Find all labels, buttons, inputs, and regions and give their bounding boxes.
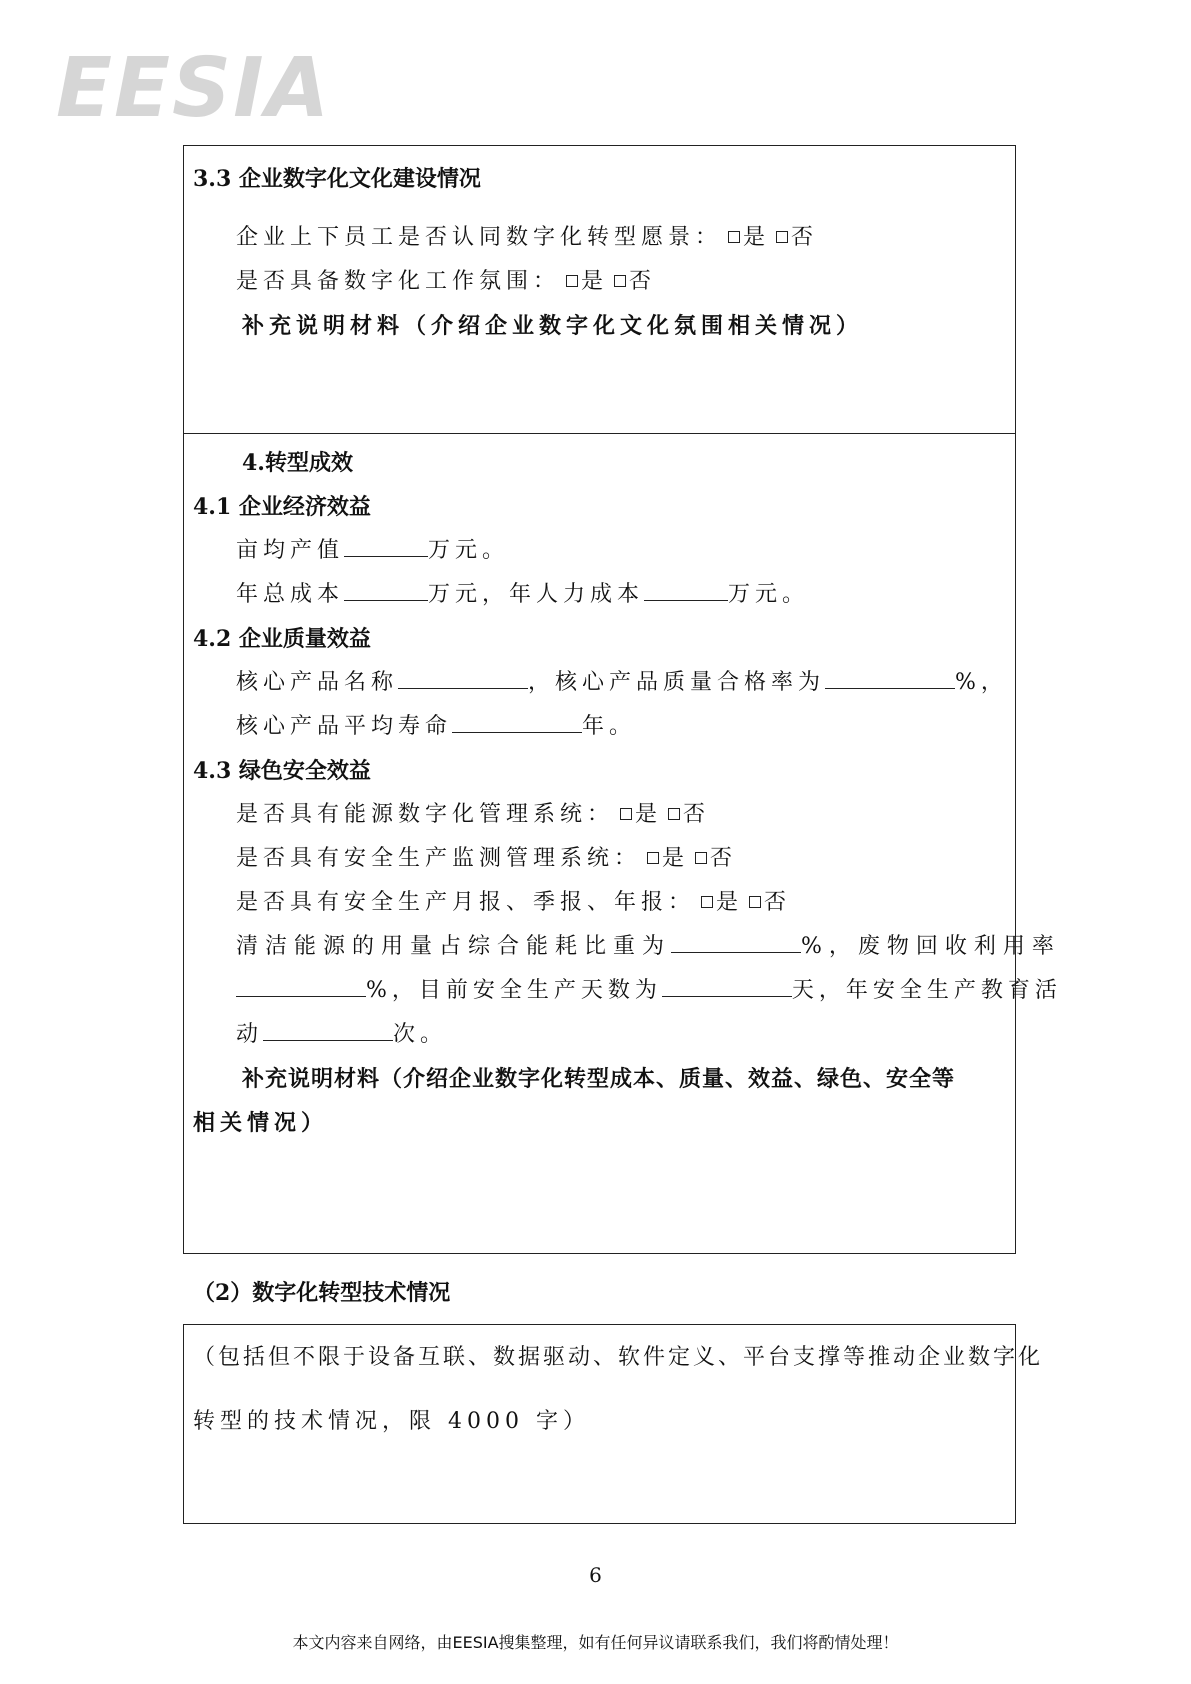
safety-days-label: %，目前安全生产天数为	[366, 978, 662, 1003]
pass-rate-field[interactable]	[825, 668, 955, 689]
lifespan-unit: 年。	[582, 714, 637, 739]
activity-line	[236, 1020, 447, 1050]
core-product-name-field[interactable]	[398, 668, 528, 689]
acre-output-field[interactable]	[344, 536, 428, 557]
energy-no-checkbox[interactable]	[668, 808, 680, 820]
clean-energy-line	[236, 932, 1061, 962]
safety-report-no-checkbox[interactable]	[749, 896, 761, 908]
activity-unit: 次。	[393, 1022, 448, 1047]
waste-recycle-label: %，废物回收利用率	[801, 934, 1061, 959]
tech-section-heading: （2）数字化转型技术情况	[193, 1280, 451, 1306]
total-cost-label: 年总成本	[236, 582, 345, 607]
safety-days-line	[236, 976, 1062, 1006]
total-cost-field[interactable]	[344, 580, 428, 601]
yes-label: 是	[635, 802, 663, 827]
cost-line	[236, 580, 809, 610]
core-product-name-label: 核心产品名称	[236, 670, 399, 695]
activity-label: 动	[236, 1022, 264, 1047]
vision-question-label: 企业上下员工是否认同数字化转型愿景：	[236, 225, 723, 250]
tech-instruction-line1: （包括但不限于设备互联、数据驱动、软件定义、平台支撑等推动企业数字化	[193, 1345, 1044, 1370]
footer-disclaimer: 本文内容来自网络，由EESIA搜集整理，如有任何异议请联系我们，我们将酌情处理！	[292, 1633, 899, 1652]
yes-label: 是	[581, 269, 609, 294]
no-label: 否	[683, 802, 711, 827]
safety-monitor-yes-checkbox[interactable]	[647, 852, 659, 864]
acre-output-unit: 万元。	[428, 538, 510, 563]
pass-rate-unit: %，	[955, 670, 1008, 695]
labor-cost-label: 万元，年人力成本	[428, 582, 645, 607]
yes-label: 是	[743, 225, 771, 250]
energy-yes-checkbox[interactable]	[620, 808, 632, 820]
yes-label: 是	[662, 846, 690, 871]
energy-system-label: 是否具有能源数字化管理系统：	[236, 802, 615, 827]
no-label: 否	[710, 846, 738, 871]
section-4-2-heading: 4.2 企业质量效益	[193, 626, 371, 652]
yes-label: 是	[716, 890, 744, 915]
labor-cost-field[interactable]	[644, 580, 728, 601]
vision-no-checkbox[interactable]	[776, 231, 788, 243]
lifespan-line	[236, 712, 636, 742]
safety-days-field[interactable]	[662, 976, 792, 997]
no-label: 否	[791, 225, 819, 250]
section-4-heading: 4.转型成效	[242, 450, 353, 476]
no-label: 否	[629, 269, 657, 294]
culture-supplement-heading: 补充说明材料（介绍企业数字化文化氛围相关情况）	[242, 313, 864, 339]
waste-recycle-field[interactable]	[236, 976, 366, 997]
atmosphere-no-checkbox[interactable]	[614, 275, 626, 287]
lifespan-field[interactable]	[452, 712, 582, 733]
results-supplement-heading-cont: 相关情况）	[193, 1110, 329, 1136]
acre-output-label: 亩均产值	[236, 538, 345, 563]
activity-count-field[interactable]	[263, 1020, 393, 1041]
pass-rate-label: ，核心产品质量合格率为	[528, 670, 826, 695]
atmosphere-yes-checkbox[interactable]	[566, 275, 578, 287]
safety-report-label: 是否具有安全生产月报、季报、年报：	[236, 890, 696, 915]
atmosphere-question-label: 是否具备数字化工作氛围：	[236, 269, 561, 294]
clean-energy-label: 清洁能源的用量占综合能耗比重为	[236, 934, 672, 959]
section-4-1-heading: 4.1 企业经济效益	[193, 494, 371, 520]
section-3-3-heading: 3.3 企业数字化文化建设情况	[193, 166, 481, 192]
safety-education-label: 天，年安全生产教育活	[791, 978, 1062, 1003]
lifespan-label: 核心产品平均寿命	[236, 714, 453, 739]
clean-energy-field[interactable]	[671, 932, 801, 953]
section-4-3-heading: 4.3 绿色安全效益	[193, 758, 371, 784]
tech-instruction-line2: 转型的技术情况，限 4000 字）	[193, 1409, 590, 1434]
core-product-line	[236, 668, 1008, 698]
energy-system-question	[236, 800, 710, 830]
vision-question	[236, 223, 818, 253]
safety-report-question	[236, 888, 791, 918]
eesia-logo: EESIA	[56, 41, 332, 136]
no-label: 否	[764, 890, 792, 915]
labor-cost-unit: 万元。	[728, 582, 810, 607]
safety-monitor-question	[236, 844, 737, 874]
acre-output-line	[236, 536, 509, 566]
safety-monitor-no-checkbox[interactable]	[695, 852, 707, 864]
vision-yes-checkbox[interactable]	[728, 231, 740, 243]
safety-report-yes-checkbox[interactable]	[701, 896, 713, 908]
results-supplement-heading: 补充说明材料（介绍企业数字化转型成本、质量、效益、绿色、安全等	[242, 1066, 956, 1092]
atmosphere-question	[236, 267, 656, 297]
page-number: 6	[589, 1563, 602, 1587]
safety-monitor-label: 是否具有安全生产监测管理系统：	[236, 846, 642, 871]
